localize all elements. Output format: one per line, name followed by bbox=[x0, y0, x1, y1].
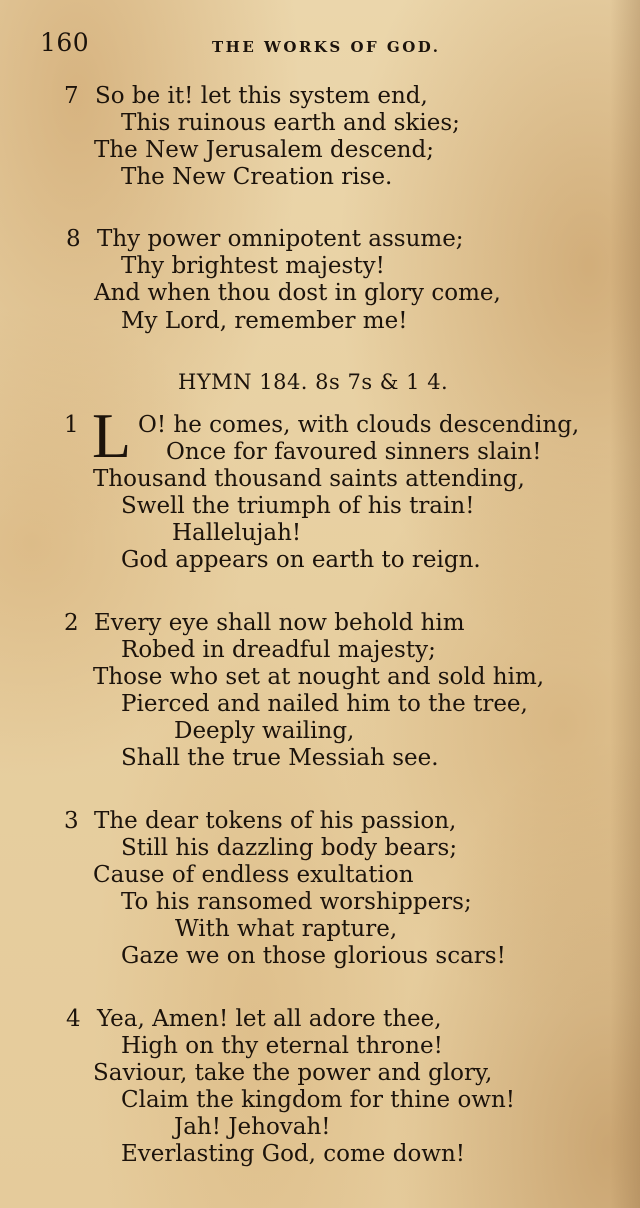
verse-line: The dear tokens of his passion, bbox=[94, 808, 457, 834]
verse-line: The New Creation rise. bbox=[121, 164, 393, 190]
verse-line: Thy brightest majesty! bbox=[121, 253, 385, 279]
verse-line: Robed in dreadful majesty; bbox=[121, 637, 436, 663]
verse-line: Still his dazzling body bears; bbox=[121, 835, 458, 861]
verse-line: Pierced and nailed him to the tree, bbox=[121, 691, 528, 717]
verse-line: Saviour, take the power and glory, bbox=[93, 1060, 493, 1086]
verse-line: Once for favoured sinners slain! bbox=[166, 439, 542, 465]
verse-line: High on thy eternal throne! bbox=[121, 1033, 443, 1059]
verse-line: Every eye shall now behold him bbox=[94, 610, 465, 636]
verse-line: Gaze we on those glorious scars! bbox=[121, 943, 506, 969]
stanza-number: 4 bbox=[66, 1006, 81, 1032]
drop-cap: L bbox=[92, 400, 132, 471]
stanza-number: 2 bbox=[64, 610, 79, 636]
verse-line: So be it! let this system end, bbox=[95, 83, 428, 109]
verse-line: Shall the true Messiah see. bbox=[121, 745, 439, 771]
verse-line: With what rapture, bbox=[175, 916, 398, 942]
verse-line: To his ransomed worshippers; bbox=[121, 889, 472, 915]
stanza-number: 1 bbox=[64, 412, 79, 438]
verse-line: Claim the kingdom for thine own! bbox=[121, 1087, 516, 1113]
stanza-number: 8 bbox=[66, 226, 81, 252]
verse-line: Those who set at nought and sold him, bbox=[93, 664, 545, 690]
hymn-heading: HYMN 184. 8s 7s & 1 4. bbox=[178, 370, 449, 394]
verse-line: Deeply wailing, bbox=[174, 718, 355, 744]
verse-line: Thousand thousand saints attending, bbox=[93, 466, 525, 492]
verse-line: Everlasting God, come down! bbox=[121, 1141, 466, 1167]
running-title: THE WORKS OF GOD. bbox=[212, 38, 441, 56]
verse-line: Jah! Jehovah! bbox=[174, 1114, 331, 1140]
stanza-number: 7 bbox=[64, 83, 79, 109]
verse-line: And when thou dost in glory come, bbox=[94, 280, 501, 306]
verse-line: This ruinous earth and skies; bbox=[121, 110, 460, 136]
verse-line: The New Jerusalem descend; bbox=[94, 137, 434, 163]
verse-line: O! he comes, with clouds descending, bbox=[138, 412, 580, 438]
verse-line: Thy power omnipotent assume; bbox=[97, 226, 464, 252]
verse-line: My Lord, remember me! bbox=[121, 308, 408, 334]
page-edge-shadow bbox=[610, 0, 640, 1208]
stanza-number: 3 bbox=[64, 808, 79, 834]
verse-line: Yea, Amen! let all adore thee, bbox=[97, 1006, 442, 1032]
verse-line: Swell the triumph of his train! bbox=[121, 493, 475, 519]
verse-line: Cause of endless exultation bbox=[93, 862, 414, 888]
running-header bbox=[0, 28, 640, 68]
page-number: 160 bbox=[40, 28, 90, 57]
verse-line: Hallelujah! bbox=[172, 520, 302, 546]
verse-line: God appears on earth to reign. bbox=[121, 547, 481, 573]
